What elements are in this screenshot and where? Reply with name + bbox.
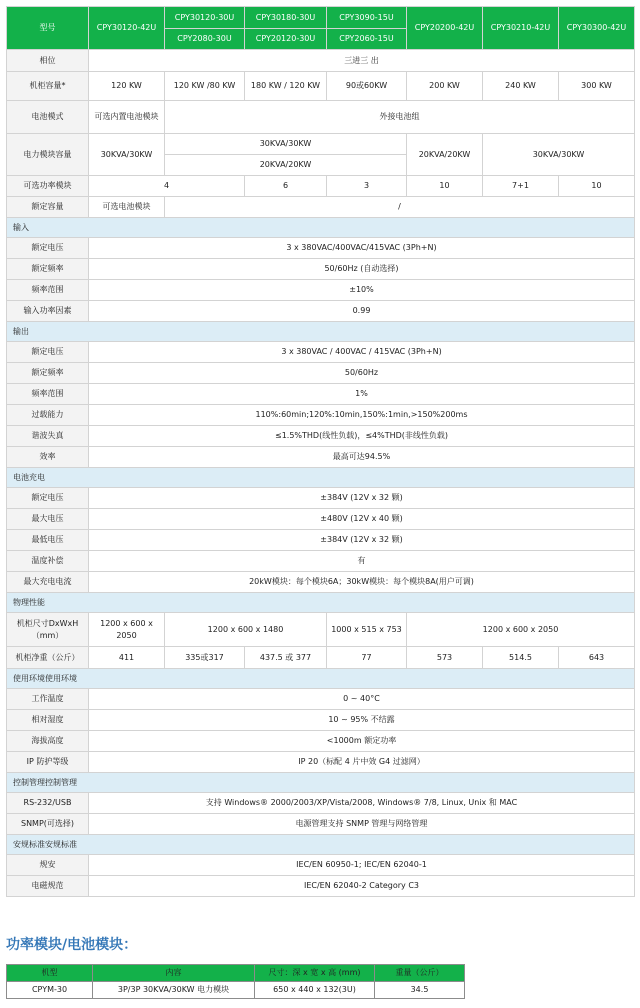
row-label: RS-232/USB (7, 793, 89, 814)
section-row (7, 218, 635, 238)
row-label: 海拔高度 (7, 731, 89, 752)
table-row (7, 301, 635, 322)
cell: 30KVA/30KW (483, 134, 635, 176)
table-row (7, 101, 635, 134)
cell: 514.5 (483, 647, 559, 669)
row-label: 温度补偿 (7, 551, 89, 572)
header-c5: CPY20200-42U (407, 7, 483, 50)
cell: 643 (559, 647, 635, 669)
cell: 120 KW (89, 72, 165, 101)
cell: 6 (245, 176, 327, 197)
row-label: 额定容量 (7, 197, 89, 218)
table-row (7, 731, 635, 752)
row-label: 规安 (7, 855, 89, 876)
table-row (7, 710, 635, 731)
header-c4a: CPY3090-15U (327, 7, 407, 29)
row-value: 0.99 (89, 301, 635, 322)
table-row (7, 405, 635, 426)
cell: 77 (327, 647, 407, 669)
module-table-container (6, 964, 464, 999)
table-row (7, 793, 635, 814)
row-label: 最大电压 (7, 509, 89, 530)
table-row (7, 280, 635, 301)
section-header: 物理性能 (7, 593, 635, 613)
row-value: 支持 Windows® 2000/2003/XP/Vista/2008, Windows® 7/8, Linux, Unix 和 MAC (89, 793, 635, 814)
cell: 335或317 (165, 647, 245, 669)
row-value: ±384V (12V x 32 颗) (89, 488, 635, 509)
table-row (7, 752, 635, 773)
cell: 1200 x 600 x 1480 (165, 613, 327, 647)
table-row (7, 488, 635, 509)
row-value: 电源管理支持 SNMP 管理与网络管理 (89, 814, 635, 835)
table-row (7, 572, 635, 593)
header-c2a: CPY30120-30U (165, 7, 245, 29)
row-label: 额定电压 (7, 342, 89, 363)
row-value: 10 ~ 95% 不结露 (89, 710, 635, 731)
row-label: 电磁规范 (7, 876, 89, 897)
row-label: IP 防护等级 (7, 752, 89, 773)
row-value: 0 ~ 40°C (89, 689, 635, 710)
row-value: ±480V (12V x 40 颗) (89, 509, 635, 530)
row-label: 效率 (7, 447, 89, 468)
table-row (7, 530, 635, 551)
table-row (7, 72, 635, 101)
header-c7: CPY30300-42U (559, 7, 635, 50)
cell: 可选内置电池模块 (89, 101, 165, 134)
cell: 90或60KW (327, 72, 407, 101)
row-label: 工作温度 (7, 689, 89, 710)
cell: 7+1 (483, 176, 559, 197)
table-row (7, 689, 635, 710)
table-row (7, 363, 635, 384)
spec-table (6, 6, 635, 897)
section-row (7, 835, 635, 855)
cell: 437.5 或 377 (245, 647, 327, 669)
cell: 30KVA/30KW (165, 134, 407, 155)
row-value: 三进三 出 (89, 50, 635, 72)
module-content: 3P/3P 30KVA/30KW 电力模块 (93, 982, 255, 999)
row-label: 电池模式 (7, 101, 89, 134)
row-value: ±10% (89, 280, 635, 301)
table-row (7, 447, 635, 468)
cell: 240 KW (483, 72, 559, 101)
cell: 30KVA/30KW (89, 134, 165, 176)
row-value: ±384V (12V x 32 颗) (89, 530, 635, 551)
cell: 300 KW (559, 72, 635, 101)
row-value: 110%:60min;120%:10min,150%:1min,>150%200ms (89, 405, 635, 426)
table-row (7, 509, 635, 530)
module-header-weight: 重量（公斤） (375, 965, 465, 982)
header-model: 型号 (7, 7, 89, 50)
module-header-content: 内容 (93, 965, 255, 982)
row-label: 最大充电电流 (7, 572, 89, 593)
row-value: 有 (89, 551, 635, 572)
row-label: SNMP(可选择) (7, 814, 89, 835)
row-value: 50/60Hz (自动选择) (89, 259, 635, 280)
module-header-model: 机型 (7, 965, 93, 982)
table-row (7, 647, 635, 669)
cell: 20KVA/20KW (165, 155, 407, 176)
row-label: 额定电压 (7, 488, 89, 509)
table-row (7, 176, 635, 197)
table-row (7, 384, 635, 405)
row-label: 过载能力 (7, 405, 89, 426)
cell: 120 KW /80 KW (165, 72, 245, 101)
row-value: IEC/EN 60950-1; IEC/EN 62040-1 (89, 855, 635, 876)
row-value: 1% (89, 384, 635, 405)
header-row (7, 7, 635, 29)
row-value: ≤1.5%THD(线性负载)，≤4%THD(非线性负载) (89, 426, 635, 447)
header-c1: CPY30120-42U (89, 7, 165, 50)
table-row (7, 50, 635, 72)
row-value: IEC/EN 62040-2 Category C3 (89, 876, 635, 897)
cell: 180 KW / 120 KW (245, 72, 327, 101)
cell: 411 (89, 647, 165, 669)
row-label: 机柜尺寸DxWxH（mm） (7, 613, 89, 647)
row-value: IP 20（标配 4 片中效 G4 过滤网） (89, 752, 635, 773)
row-value: 3 x 380VAC/400VAC/415VAC (3Ph+N) (89, 238, 635, 259)
row-label: 额定电压 (7, 238, 89, 259)
row-label: 机柜容量* (7, 72, 89, 101)
row-label: 频率范围 (7, 384, 89, 405)
row-label: 额定频率 (7, 259, 89, 280)
module-weight: 34.5 (375, 982, 465, 999)
row-label: 机柜净重（公斤） (7, 647, 89, 669)
section-header: 输出 (7, 322, 635, 342)
row-label: 谐波失真 (7, 426, 89, 447)
table-row (7, 876, 635, 897)
cell: 1200 x 600 x 2050 (407, 613, 635, 647)
row-label: 额定频率 (7, 363, 89, 384)
section-header: 控制管理控制管理 (7, 773, 635, 793)
table-row (7, 814, 635, 835)
section-header: 安规标准安规标准 (7, 835, 635, 855)
cell: 573 (407, 647, 483, 669)
section-row (7, 322, 635, 342)
row-label: 相对湿度 (7, 710, 89, 731)
module-header-row (7, 965, 465, 982)
row-label: 可选功率模块 (7, 176, 89, 197)
cell: 10 (407, 176, 483, 197)
cell: 4 (89, 176, 245, 197)
table-row (7, 551, 635, 572)
row-value: <1000m 额定功率 (89, 731, 635, 752)
header-c3a: CPY30180-30U (245, 7, 327, 29)
section-row (7, 593, 635, 613)
cell: 1200 x 600 x 2050 (89, 613, 165, 647)
row-label: 最低电压 (7, 530, 89, 551)
cell: / (165, 197, 635, 218)
table-row (7, 855, 635, 876)
cell: 可选电池模块 (89, 197, 165, 218)
header-c6: CPY30210-42U (483, 7, 559, 50)
section-row (7, 773, 635, 793)
table-row (7, 613, 635, 647)
row-label: 输入功率因素 (7, 301, 89, 322)
row-value: 50/60Hz (89, 363, 635, 384)
header-c2b: CPY2080-30U (165, 29, 245, 50)
cell: 3 (327, 176, 407, 197)
header-c4b: CPY2060-15U (327, 29, 407, 50)
row-label: 频率范围 (7, 280, 89, 301)
section-header: 输入 (7, 218, 635, 238)
table-row (7, 342, 635, 363)
table-row (7, 238, 635, 259)
table-row (7, 259, 635, 280)
cell: 10 (559, 176, 635, 197)
row-value: 20kW模块：每个模块6A；30kW模块：每个模块8A(用户可调) (89, 572, 635, 593)
cell: 200 KW (407, 72, 483, 101)
section-row (7, 669, 635, 689)
row-value: 3 x 380VAC / 400VAC / 415VAC (3Ph+N) (89, 342, 635, 363)
module-model: CPYM-30 (7, 982, 93, 999)
table-row (7, 197, 635, 218)
row-label: 电力模块容量 (7, 134, 89, 176)
spec-table-container (6, 6, 634, 897)
row-label: 相位 (7, 50, 89, 72)
row-value: 最高可达94.5% (89, 447, 635, 468)
section-row (7, 468, 635, 488)
module-header-size: 尺寸：深 x 宽 x 高 (mm) (255, 965, 375, 982)
module-table (6, 964, 465, 999)
module-section-title: 功率模块/电池模块： (6, 937, 138, 953)
cell: 20KVA/20KW (407, 134, 483, 176)
cell: 1000 x 515 x 753 (327, 613, 407, 647)
module-row (7, 982, 465, 999)
header-c3b: CPY20120-30U (245, 29, 327, 50)
section-header: 电池充电 (7, 468, 635, 488)
section-header: 使用环境使用环境 (7, 669, 635, 689)
table-row (7, 426, 635, 447)
module-size: 650 x 440 x 132(3U) (255, 982, 375, 999)
cell: 外接电池组 (165, 101, 635, 134)
table-row (7, 134, 635, 155)
